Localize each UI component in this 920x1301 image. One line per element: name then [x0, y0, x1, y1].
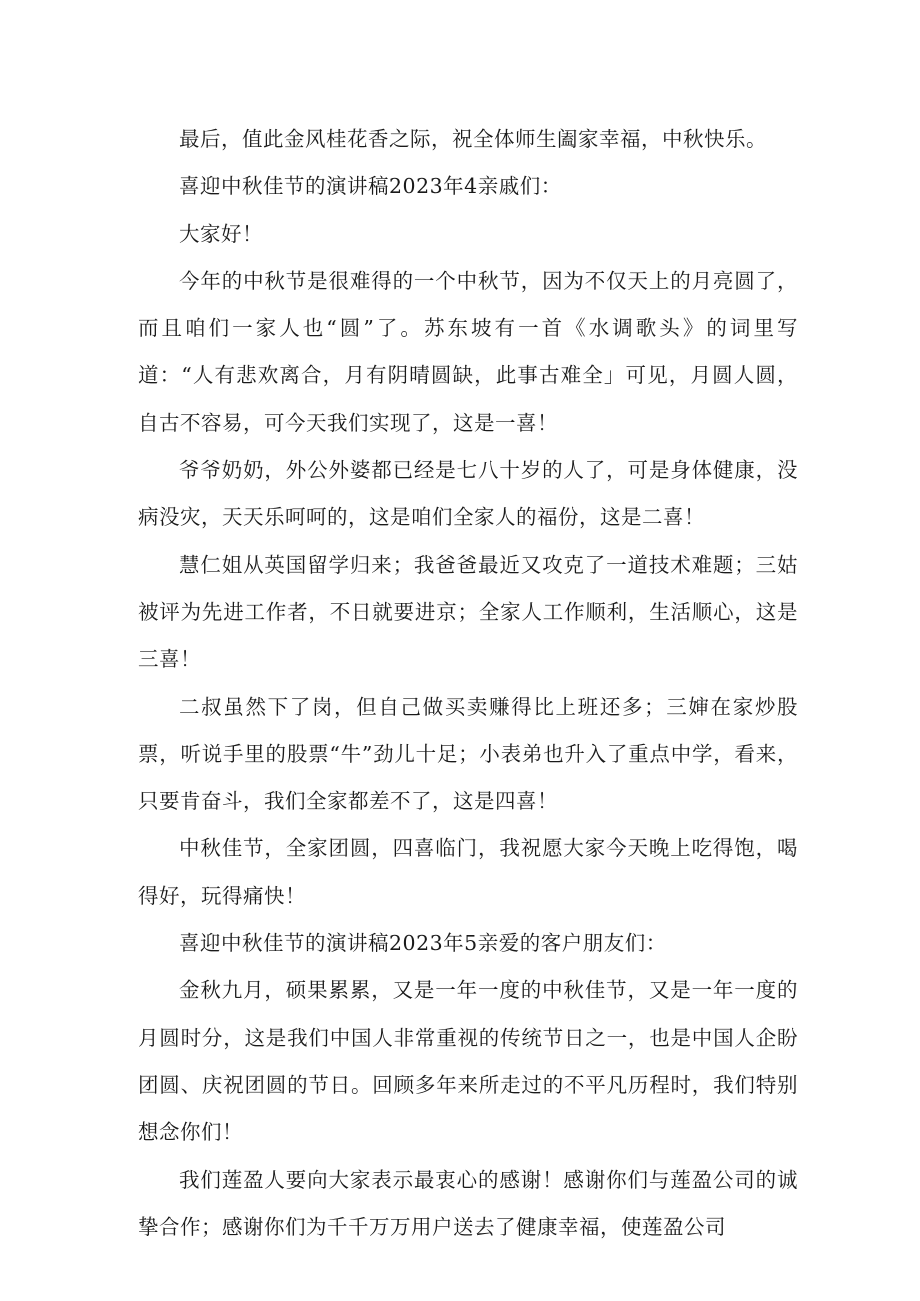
paragraph-autumn-greeting: 金秋九月，硕果累累，又是一年一度的中秋佳节，又是一年一度的月圆时分，这是我们中国人非常重视的传统节日之一，也是中国人企盼团圆、庆祝团圆的节日。回顾多年来所走过的不平凡历程时，我们特别想念你们！	[138, 978, 798, 1145]
paragraph-blessing: 中秋佳节，全家团圆，四喜临门，我祝愿大家今天晚上吃得饱，喝得好，玩得痛快！	[138, 836, 798, 908]
paragraph-second-joy: 爷爷奶奶，外公外婆都已经是七八十岁的人了，可是身体健康，没病没灾，天天乐呵呵的，这是咱们全家人的福份，这是二喜！	[138, 458, 798, 530]
paragraph-fourth-joy: 二叔虽然下了岗，但自己做买卖赚得比上班还多；三婶在家炒股票，听说手里的股票“牛”劲儿十足；小表弟也升入了重点中学，看来，只要肯奋斗，我们全家都差不了，这是四喜！	[138, 694, 798, 814]
paragraph-speech-4-heading: 喜迎中秋佳节的演讲稿2023年4亲戚们：	[179, 174, 562, 199]
paragraph-first-joy: 今年的中秋节是很难得的一个中秋节，因为不仅天上的月亮圆了，而且咱们一家人也“圆”了。苏东坡有一首《水调歌头》的词里写道：“人有悲欢离合，月有阴晴圆缺，此事古难全」可见，月圆人圆，自古不容易，可今天我们实现了，这是一喜！	[138, 268, 798, 435]
paragraph-speech-5-heading: 喜迎中秋佳节的演讲稿2023年5亲爱的客户朋友们：	[179, 931, 667, 956]
paragraph-closing-wish: 最后，值此金风桂花香之际，祝全体师生阖家幸福，中秋快乐。	[179, 127, 767, 151]
paragraph-thanks: 我们莲盈人要向大家表示最衷心的感谢！感谢你们与莲盈公司的诚挚合作；感谢你们为千千万万用户送去了健康幸福，使莲盈公司	[138, 1167, 798, 1239]
document-page	[138, 116, 798, 1251]
paragraph-greeting: 大家好！	[179, 221, 263, 246]
paragraph-third-joy: 慧仁姐从英国留学归来；我爸爸最近又攻克了一道技术难题；三姑被评为先进工作者，不日就要进京；全家人工作顺利，生活顺心，这是三喜！	[138, 552, 798, 672]
